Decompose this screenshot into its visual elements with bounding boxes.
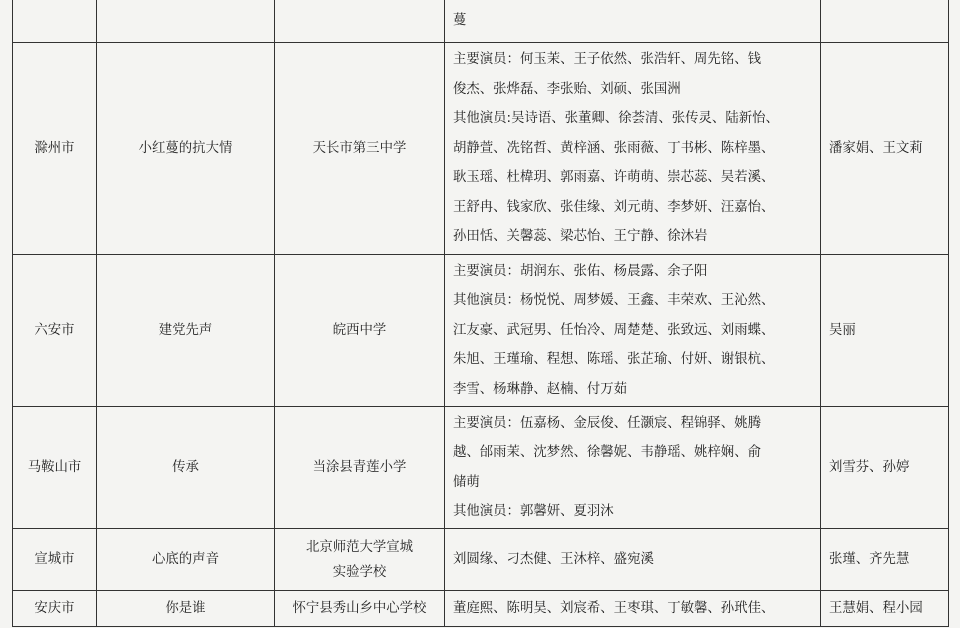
table-row	[13, 591, 949, 627]
table-row	[13, 255, 949, 407]
school-line: 北京师范大学宣城	[305, 539, 414, 555]
school-cell	[275, 0, 445, 43]
cast-cell	[445, 529, 821, 591]
table-row	[13, 0, 949, 43]
city-cell: 安庆市	[13, 591, 97, 627]
table-row	[13, 43, 949, 255]
cast-line: 主要演员：伍嘉杨、金辰俊、任灏宸、程锦驿、姚腾	[453, 415, 761, 431]
cast-line: 主要演员：胡润东、张佑、杨晨露、余子阳	[453, 263, 708, 279]
title-cell: 你是谁	[97, 591, 275, 627]
title-cell: 建党先声	[97, 255, 275, 407]
school-cell: 天长市第三中学	[275, 43, 445, 255]
title-cell: 心底的声音	[97, 529, 275, 591]
title-cell	[97, 0, 275, 43]
director-cell: 张瑾、齐先慧	[821, 529, 949, 591]
cast-cell	[445, 43, 821, 255]
school-cell	[275, 529, 445, 591]
cast-line: 刘圆缘、刁杰健、王沐梓、盛宛溪	[453, 551, 654, 567]
director-cell: 刘雪芬、孙婷	[821, 407, 949, 529]
school-cell: 当涂县青莲小学	[275, 407, 445, 529]
cast-line: 越、邰雨茉、沈梦然、徐馨妮、韦静瑶、姚梓娴、俞	[453, 445, 761, 460]
city-cell: 六安市	[13, 255, 97, 407]
cast-line: 孙田恬、关馨蕊、梁芯怡、王宁静、徐沐岩	[453, 229, 708, 245]
school-cell: 怀宁县秀山乡中心学校	[275, 591, 445, 627]
city-cell: 滁州市	[13, 43, 97, 255]
city-cell: 马鞍山市	[13, 407, 97, 529]
cast-table	[12, 0, 949, 627]
table-row	[13, 529, 949, 591]
city-cell	[13, 0, 97, 43]
cast-line: 董庭熙、陈明昊、刘宸希、王枣琪、丁敏馨、孙玳佳、	[453, 600, 775, 616]
cast-line: 胡静萱、冼铭哲、黄梓涵、张雨薇、丁书彬、陈梓墨、	[453, 140, 775, 156]
cast-cell	[445, 0, 821, 43]
cast-line: 其他演员：杨悦悦、周梦媛、王鑫、丰荣欢、王沁然、	[453, 293, 775, 309]
cast-line: 俊杰、张烨磊、李张贻、刘硕、张国洲	[453, 81, 681, 97]
director-cell: 吴丽	[821, 255, 949, 407]
title-cell: 小红蔓的抗大情	[97, 43, 275, 255]
school-line: 实验学校	[332, 564, 387, 580]
title-cell: 传承	[97, 407, 275, 529]
cast-line: 王舒冉、钱家欣、张佳缘、刘元萌、李梦妍、汪嘉怡、	[453, 199, 775, 215]
table-row	[13, 407, 949, 529]
cast-line: 李雪、杨琳静、赵楠、付万茹	[453, 381, 628, 397]
cast-cell	[445, 407, 821, 529]
cast-line: 储萌	[453, 474, 480, 490]
cast-cell	[445, 591, 821, 627]
cast-line: 其他演员:吴诗语、张董卿、徐荟清、张传灵、陆新怡、	[453, 111, 779, 127]
cast-line: 蔓	[453, 12, 467, 28]
cast-line: 主要演员：何玉茉、王子依然、张浩轩、周先铭、钱	[453, 52, 761, 68]
city-cell: 宣城市	[13, 529, 97, 591]
cast-line: 朱旭、王瑾瑜、程想、陈瑶、张芷瑜、付妍、谢银杭、	[453, 352, 775, 368]
cast-line: 其他演员：郭馨妍、夏羽沐	[453, 504, 614, 519]
school-cell: 皖西中学	[275, 255, 445, 407]
director-cell: 潘家娟、王文莉	[821, 43, 949, 255]
cast-cell	[445, 255, 821, 407]
director-cell	[821, 0, 949, 43]
director-cell: 王慧娟、程小园	[821, 591, 949, 627]
cast-line: 江友豪、武冠男、任怡冷、周楚楚、张致远、刘雨蝶、	[453, 322, 775, 338]
cast-line: 耿玉瑶、杜椲玥、郭雨嘉、许萌萌、崇芯蕊、吴若溪、	[453, 170, 775, 186]
